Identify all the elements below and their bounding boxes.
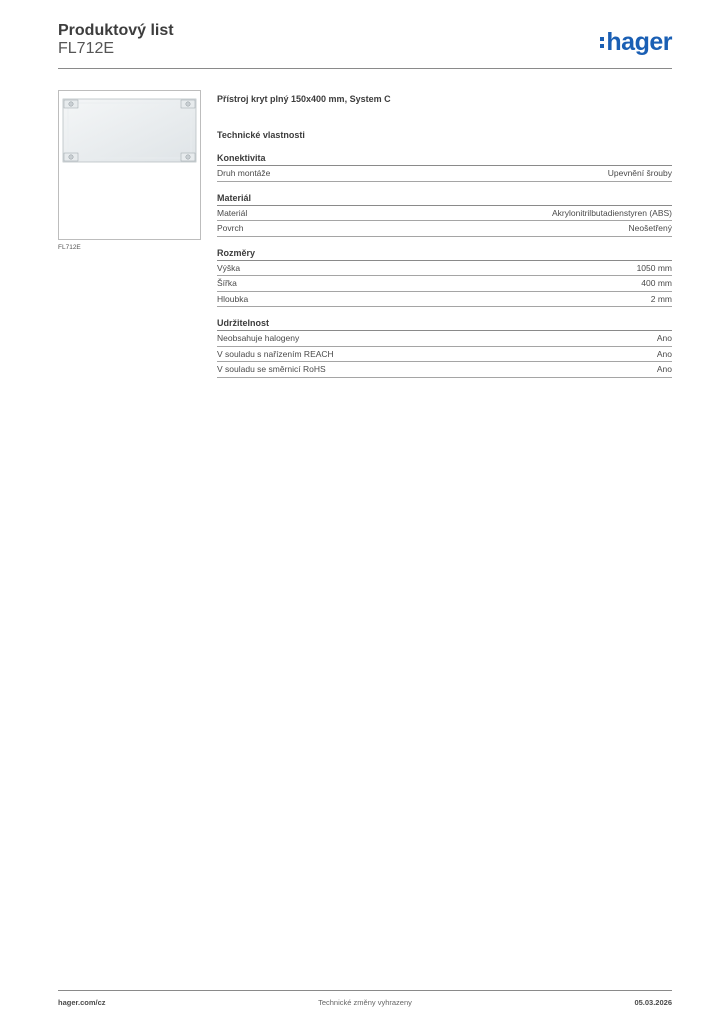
- logo-dots-icon: [600, 37, 604, 48]
- image-caption: FL712E: [58, 244, 81, 251]
- logo-text: hager: [606, 28, 672, 56]
- spec-row: [217, 347, 672, 363]
- footer-divider: [58, 990, 672, 991]
- spec-value: Ano: [656, 364, 672, 374]
- spec-group: [217, 188, 672, 237]
- spec-group: [217, 313, 672, 378]
- spec-group-title: Konektivita: [217, 148, 672, 166]
- spec-value: Ano: [656, 348, 672, 359]
- spec-row: [217, 261, 672, 277]
- spec-value: 400 mm: [641, 278, 672, 288]
- cover-plate-illustration: [59, 91, 200, 239]
- footer-website[interactable]: hager.com/cz: [58, 998, 106, 1007]
- product-name: Přístroj kryt plný 150x400 mm, System C: [217, 94, 391, 104]
- spec-group-title: Udržitelnost: [217, 313, 672, 331]
- page-header: [58, 20, 672, 70]
- technical-properties-title: Technické vlastnosti: [217, 130, 305, 140]
- document-title: Produktový list: [58, 22, 174, 39]
- footer-note: Technické změny vyhrazeny: [318, 998, 412, 1007]
- spec-label: Hloubka: [217, 293, 249, 304]
- spec-label: Materiál: [217, 207, 248, 218]
- spec-value: Upevnění šrouby: [607, 168, 672, 178]
- spec-value: Akrylonitrilbutadienstyren (ABS): [552, 207, 672, 218]
- spec-row: [217, 292, 672, 308]
- spec-group-title: Materiál: [217, 188, 672, 206]
- spec-row: [217, 206, 672, 222]
- spec-label: Výška: [217, 262, 241, 273]
- spec-row: [217, 276, 672, 292]
- header-divider: [58, 68, 672, 69]
- spec-value: 1050 mm: [636, 262, 672, 273]
- spec-label: Šířka: [217, 278, 237, 288]
- spec-groups: [217, 148, 672, 378]
- spec-value: Neošetřený: [628, 223, 672, 233]
- spec-row: [217, 331, 672, 347]
- specifications-panel: [217, 92, 672, 378]
- spec-label: Neobsahuje halogeny: [217, 333, 300, 343]
- spec-label: Druh montáže: [217, 168, 271, 178]
- product-code: FL712E: [58, 40, 115, 57]
- hager-logo: [600, 26, 672, 58]
- spec-label: V souladu se směrnicí RoHS: [217, 364, 326, 374]
- spec-row: [217, 362, 672, 378]
- spec-group: [217, 243, 672, 308]
- spec-label: Povrch: [217, 223, 244, 233]
- spec-value: 2 mm: [650, 293, 672, 304]
- footer-date: 05.03.2026: [634, 998, 672, 1007]
- spec-group: [217, 148, 672, 182]
- spec-row: [217, 166, 672, 182]
- product-image: [58, 90, 201, 240]
- spec-row: [217, 221, 672, 237]
- spec-value: Ano: [656, 333, 672, 343]
- spec-label: V souladu s nařízením REACH: [217, 348, 334, 359]
- spec-group-title: Rozměry: [217, 243, 672, 261]
